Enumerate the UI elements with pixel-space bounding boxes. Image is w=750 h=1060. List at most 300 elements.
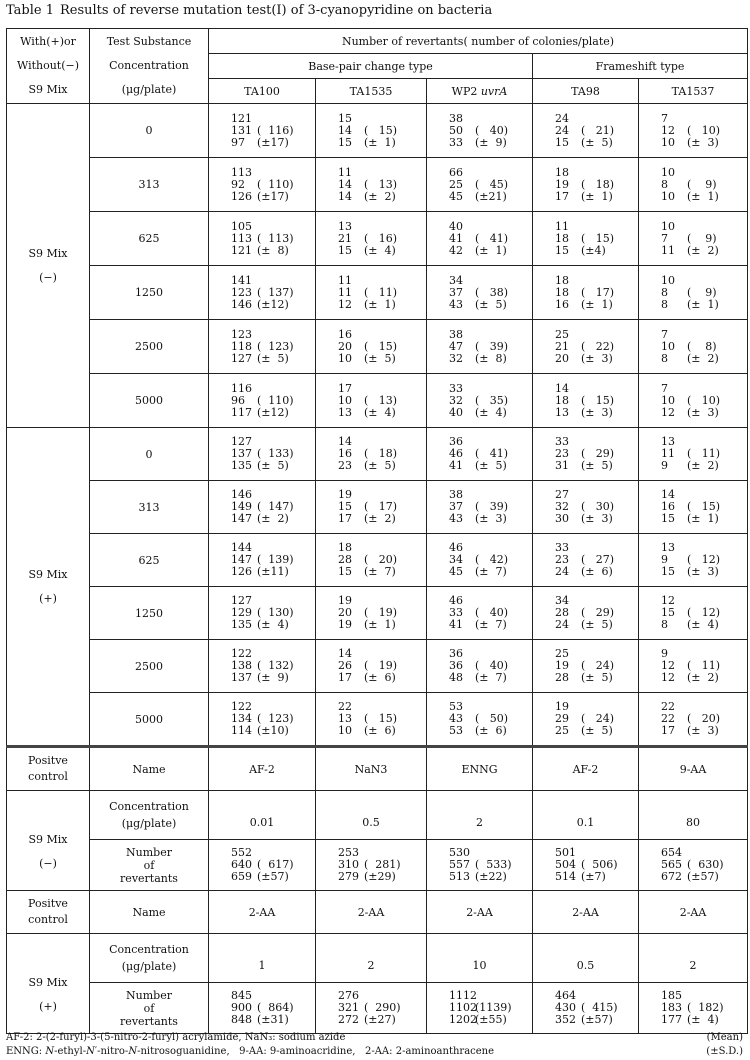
plate-count-line [661, 353, 747, 365]
plate-count-line [661, 672, 747, 684]
plate-count: 659 [231, 870, 252, 883]
plate-count-line [555, 619, 638, 631]
value-cell [427, 266, 533, 320]
value-cell [316, 374, 427, 428]
control-concentration: 80 [639, 791, 748, 840]
plate-count: 513 [449, 870, 470, 883]
table-row [7, 374, 748, 428]
plate-count-line [449, 725, 532, 737]
plate-count: 20 [338, 606, 352, 619]
plate-count: 24 [555, 111, 569, 125]
label-line: control [28, 770, 68, 783]
mean-sd: ( 11) [687, 447, 721, 460]
plate-count-line [338, 566, 426, 578]
plate-count-line [231, 137, 315, 149]
plate-count: 7 [661, 111, 668, 125]
label-line: revertants [120, 871, 178, 885]
value-cell [533, 693, 639, 747]
mean-sd: ( 281) [364, 858, 401, 871]
plate-count: 10 [661, 339, 675, 353]
plate-count: 53 [449, 700, 463, 713]
mean-sd: ( 15) [364, 123, 398, 137]
plate-count-line [555, 460, 638, 472]
value-cell [316, 587, 427, 640]
mean-sd: ( 8) [687, 339, 717, 353]
plate-count: 28 [555, 671, 569, 684]
plate-count-line [449, 287, 532, 299]
plate-count: 321 [338, 1001, 359, 1014]
mean-sd: ( 24) [581, 659, 615, 672]
plate-count: 114 [231, 724, 252, 737]
plate-count-line [661, 460, 747, 472]
table-row [7, 212, 748, 266]
plate-count: 15 [338, 565, 352, 578]
plate-count: 504 [555, 858, 576, 871]
label-line: (μg/plate) [121, 960, 177, 973]
plate-count: 18 [555, 285, 569, 299]
plate-count: 15 [661, 606, 675, 619]
mean-sd: ( 11) [364, 285, 398, 299]
plate-count: 27 [555, 488, 569, 501]
positive-s9-label [7, 934, 90, 1034]
plate-count: 17 [338, 512, 352, 525]
value-cell [209, 481, 316, 534]
header-frameshift: Frameshift type [533, 54, 748, 79]
plate-count: 23 [338, 459, 352, 472]
value-cell [209, 840, 316, 891]
label-line: Number [126, 988, 172, 1002]
plate-count-line [231, 871, 315, 883]
plate-count: 8 [661, 285, 668, 299]
plate-count: 16 [661, 500, 675, 513]
value-cell [316, 481, 427, 534]
mean-sd: (± 6) [581, 565, 613, 578]
mean-sd: (± 5) [475, 297, 507, 311]
plate-count-line [338, 513, 426, 525]
mean-sd: (±57) [581, 1013, 613, 1026]
plate-count: 21 [555, 339, 569, 353]
mean-sd: ( 113) [257, 231, 294, 245]
table-row [7, 693, 748, 747]
plate-count: 15 [661, 512, 675, 525]
plate-count-line [449, 275, 532, 287]
mean-sd: ( 39) [475, 500, 509, 513]
concentration-cell: 2500 [90, 320, 209, 374]
mean-sd: (±17) [257, 189, 289, 203]
plate-count: 22 [661, 700, 675, 713]
plate-count: 1102 [449, 1001, 477, 1014]
plate-count: 11 [661, 243, 675, 257]
plate-count: 41 [449, 618, 463, 631]
plate-count: 144 [231, 541, 252, 554]
table-row [7, 534, 748, 587]
plate-count: 8 [661, 177, 668, 191]
plate-count: 12 [661, 671, 675, 684]
plate-count: 464 [555, 989, 576, 1002]
mean-sd: (±29) [364, 870, 396, 883]
value-cell [639, 840, 748, 891]
plate-count: 38 [449, 488, 463, 501]
mean-sd: ( 630) [687, 858, 724, 871]
plate-count-line [231, 725, 315, 737]
plate-count: 20 [338, 339, 352, 353]
plate-count: 11 [338, 273, 352, 287]
plate-count: 11 [555, 219, 569, 233]
plate-count-line [231, 179, 315, 191]
value-cell [427, 693, 533, 747]
mean-sd: ( 12) [687, 606, 721, 619]
group-label [7, 104, 90, 428]
table-row [7, 481, 748, 534]
value-cell [533, 266, 639, 320]
plate-count: 15 [661, 565, 675, 578]
plate-count: 22 [661, 712, 675, 725]
mean-sd: ( 29) [581, 447, 615, 460]
plate-count: 310 [338, 858, 359, 871]
plate-count: 25 [449, 177, 463, 191]
plate-count: 13 [338, 405, 352, 419]
value-cell [639, 587, 748, 640]
mean-sd: (± 3) [687, 565, 719, 578]
control-name: AF-2 [209, 747, 316, 791]
value-cell [533, 587, 639, 640]
control-name: 2-AA [639, 891, 748, 934]
plate-count-line [449, 299, 532, 311]
plate-count-line [555, 513, 638, 525]
value-cell [209, 374, 316, 428]
value-cell [427, 840, 533, 891]
label-line: Positve [28, 897, 68, 910]
mean-sd: ( 15) [687, 500, 721, 513]
positive-name-row [7, 891, 748, 934]
control-name: AF-2 [533, 747, 639, 791]
plate-count-line [338, 672, 426, 684]
plate-count: 28 [555, 606, 569, 619]
value-cell [427, 320, 533, 374]
table-row [7, 587, 748, 640]
plate-count: 1112 [449, 989, 477, 1002]
table-caption: Results of reverse mutation test(I) of 3-cyanopyridine on bacteria [60, 3, 493, 18]
plate-count: 47 [449, 339, 463, 353]
plate-count: 13 [338, 219, 352, 233]
mean-sd: (±7) [581, 870, 606, 883]
plate-count-line [338, 125, 426, 137]
plate-count: 105 [231, 219, 252, 233]
plate-count: 15 [555, 135, 569, 149]
plate-count: 117 [231, 405, 252, 419]
plate-count: 43 [449, 297, 463, 311]
plate-count: 97 [231, 135, 245, 149]
value-cell [209, 983, 316, 1034]
mean-sd: ( 24) [581, 712, 615, 725]
plate-count: 126 [231, 189, 252, 203]
plate-count: 32 [449, 351, 463, 365]
plate-count-line [449, 1014, 532, 1026]
value-cell [533, 481, 639, 534]
control-name: NaN3 [316, 747, 427, 791]
mean-sd: (± 9) [475, 135, 507, 149]
mean-sd: ( 533) [475, 858, 512, 871]
mean-sd: ( 16) [364, 231, 398, 245]
plate-count: 272 [338, 1013, 359, 1026]
plate-count-line [661, 871, 747, 883]
plate-count: 9 [661, 647, 668, 660]
plate-count: 18 [555, 165, 569, 179]
value-cell [427, 104, 533, 158]
value-cell [427, 212, 533, 266]
plate-count-line [661, 407, 747, 419]
mean-sd: ( 137) [257, 285, 294, 299]
mean-sd: ( 147) [257, 500, 294, 513]
plate-count: 18 [555, 231, 569, 245]
mean-sd: (± 5) [364, 459, 396, 472]
plate-count: 131 [231, 123, 252, 137]
value-cell [209, 587, 316, 640]
plate-count: 352 [555, 1013, 576, 1026]
plate-count: 14 [338, 435, 352, 448]
mean-sd: (± 5) [257, 459, 289, 472]
positive-control-label [7, 891, 90, 934]
label-line: (μg/plate) [121, 817, 177, 830]
label-line: (+) [39, 591, 57, 605]
mean-sd: (± 5) [581, 135, 613, 149]
mean-sd: (± 3) [581, 512, 613, 525]
label-line: revertants [120, 1014, 178, 1028]
mean-sd: ( 38) [475, 285, 509, 299]
plate-count-line [231, 513, 315, 525]
plate-count-line [555, 329, 638, 341]
plate-count-line [449, 619, 532, 631]
label-line: Concentration [109, 943, 189, 956]
plate-count: 12 [338, 297, 352, 311]
plate-count-line [338, 299, 426, 311]
plate-count-line [338, 221, 426, 233]
mean-sd: ( 15) [364, 712, 398, 725]
plate-count-line [338, 245, 426, 257]
mean-sd: (± 4) [475, 405, 507, 419]
plate-count: 19 [338, 618, 352, 631]
plate-count: 10 [661, 273, 675, 287]
plate-count: 848 [231, 1013, 252, 1026]
plate-count-line [338, 275, 426, 287]
value-cell [316, 693, 427, 747]
plate-count-line [661, 513, 747, 525]
positive-conc-row [7, 934, 748, 983]
plate-count: 7 [661, 231, 668, 245]
mean-sd: (± 3) [581, 351, 613, 365]
plate-count: 253 [338, 846, 359, 859]
mean-sd: (± 4) [257, 618, 289, 631]
mean-sd: ( 123) [257, 712, 294, 725]
mean-sd: ( 35) [475, 393, 509, 407]
plate-count-line [231, 383, 315, 395]
plate-count: 640 [231, 858, 252, 871]
control-concentration: 0.01 [209, 791, 316, 840]
mean-sd: (±17) [257, 135, 289, 149]
mean-sd: (± 2) [364, 512, 396, 525]
value-cell [533, 104, 639, 158]
value-cell [639, 640, 748, 693]
plate-count: 141 [231, 273, 252, 287]
plate-count: 11 [661, 447, 675, 460]
plate-count: 24 [555, 565, 569, 578]
plate-count-line [661, 275, 747, 287]
mean-sd: ( 40) [475, 606, 509, 619]
plate-count: 13 [661, 435, 675, 448]
mean-sd: ( 19) [364, 659, 398, 672]
label-line: (−) [39, 856, 57, 870]
value-cell [316, 983, 427, 1034]
mean-sd: ( 139) [257, 553, 294, 566]
mean-sd: ( 40) [475, 659, 509, 672]
value-cell [639, 693, 748, 747]
plate-count: 18 [338, 541, 352, 554]
plate-count: 10 [661, 393, 675, 407]
mean-sd: ( 20) [687, 712, 721, 725]
plate-count: 36 [449, 435, 463, 448]
label-line: of [143, 1001, 155, 1015]
plate-count: 113 [231, 231, 252, 245]
plate-count-line [661, 383, 747, 395]
concentration-cell: 313 [90, 481, 209, 534]
plate-count-line [231, 287, 315, 299]
value-cell [639, 534, 748, 587]
mean-sd: (± 6) [364, 671, 396, 684]
plate-count: 12 [661, 659, 675, 672]
plate-count-line [449, 221, 532, 233]
plate-count-line [338, 407, 426, 419]
plate-count: 38 [449, 111, 463, 125]
mean-sd: (± 1) [364, 135, 396, 149]
mean-sd: ( 9) [687, 285, 717, 299]
mean-sd: ( 40) [475, 123, 509, 137]
footnote-2-text: ENNG: N-ethyl-N′-nitro-N-nitrosoguanidine, 9-AA: 9-aminoacridine, 2-AA: 2-aminoanthracene [6, 1046, 495, 1057]
plate-count-line [449, 167, 532, 179]
value-cell [639, 428, 748, 481]
mean-sd: (±12) [257, 405, 289, 419]
plate-count-line [555, 191, 638, 203]
plate-count: 48 [449, 671, 463, 684]
mean-sd: (± 7) [475, 671, 507, 684]
control-name: 2-AA [316, 891, 427, 934]
plate-count-line [555, 221, 638, 233]
value-cell [533, 640, 639, 693]
plate-count: 33 [555, 435, 569, 448]
plate-count-line [231, 221, 315, 233]
mean-sd: ( 132) [257, 659, 294, 672]
plate-count: 900 [231, 1001, 252, 1014]
plate-count: 34 [449, 553, 463, 566]
plate-count-line [555, 395, 638, 407]
label-line: (+) [39, 999, 57, 1013]
concentration-cell: 625 [90, 212, 209, 266]
plate-count: 36 [449, 647, 463, 660]
plate-count-line [231, 167, 315, 179]
plate-count: 15 [338, 500, 352, 513]
plate-count: 14 [338, 647, 352, 660]
plate-count: 672 [661, 870, 682, 883]
plate-count-line [338, 1014, 426, 1026]
mean-sd: ( 17) [364, 500, 398, 513]
plate-count: 122 [231, 700, 252, 713]
plate-count-line [661, 191, 747, 203]
plate-count-line [661, 341, 747, 353]
mean-sd: ( 10) [687, 123, 721, 137]
mean-sd: ( 45) [475, 177, 509, 191]
plate-count: 15 [338, 111, 352, 125]
plate-count-line [555, 167, 638, 179]
mean-sd: ( 864) [257, 1001, 294, 1014]
plate-count-line [555, 245, 638, 257]
plate-count: 19 [555, 177, 569, 191]
plate-count-line [231, 329, 315, 341]
plate-count: 15 [338, 135, 352, 149]
mean-sd: (± 7) [364, 565, 396, 578]
concentration-label [90, 791, 209, 840]
plate-count-line [338, 460, 426, 472]
concentration-cell: 1250 [90, 266, 209, 320]
plate-count: 9 [661, 553, 668, 566]
plate-count-line [338, 191, 426, 203]
plate-count: 183 [661, 1001, 682, 1014]
mean-sd: (± 5) [257, 351, 289, 365]
plate-count-line [661, 113, 747, 125]
plate-count-line [661, 725, 747, 737]
plate-count-line [449, 341, 532, 353]
mean-sd: ( 9) [687, 177, 717, 191]
positive-revertant-row [7, 840, 748, 891]
mean-sd: (± 8) [475, 351, 507, 365]
plate-count: 137 [231, 447, 252, 460]
mean-sd: ( 19) [364, 606, 398, 619]
plate-count-line [555, 672, 638, 684]
plate-count-line [555, 233, 638, 245]
control-concentration: 2 [639, 934, 748, 983]
plate-count: 13 [661, 541, 675, 554]
plate-count-line [661, 329, 747, 341]
table-row [7, 320, 748, 374]
mean-sd: (±27) [364, 1013, 396, 1026]
plate-count-line [449, 383, 532, 395]
plate-count: 28 [338, 553, 352, 566]
control-concentration: 0.5 [533, 934, 639, 983]
plate-count: 13 [555, 405, 569, 419]
revertants-label [90, 983, 209, 1034]
mean-sd: ( 42) [475, 553, 509, 566]
mean-sd: (± 5) [364, 351, 396, 365]
plate-count-line [661, 1014, 747, 1026]
value-cell [316, 158, 427, 212]
mean-sd: (± 1) [475, 243, 507, 257]
value-cell [316, 212, 427, 266]
mean-sd: (±11) [257, 565, 289, 578]
plate-count: 113 [231, 165, 252, 179]
plate-count: 8 [661, 297, 668, 311]
strain-ta100: TA100 [209, 79, 316, 104]
plate-count-line [338, 619, 426, 631]
plate-count: 10 [661, 219, 675, 233]
value-cell [639, 320, 748, 374]
concentration-cell: 1250 [90, 587, 209, 640]
mean-sd: ( 10) [687, 393, 721, 407]
value-cell [316, 104, 427, 158]
mean-sd: (± 4) [364, 243, 396, 257]
mean-sd: ( 39) [475, 339, 509, 353]
plate-count: 565 [661, 858, 682, 871]
value-cell [427, 481, 533, 534]
mean-sd: (± 5) [475, 459, 507, 472]
plate-count: 17 [338, 381, 352, 395]
